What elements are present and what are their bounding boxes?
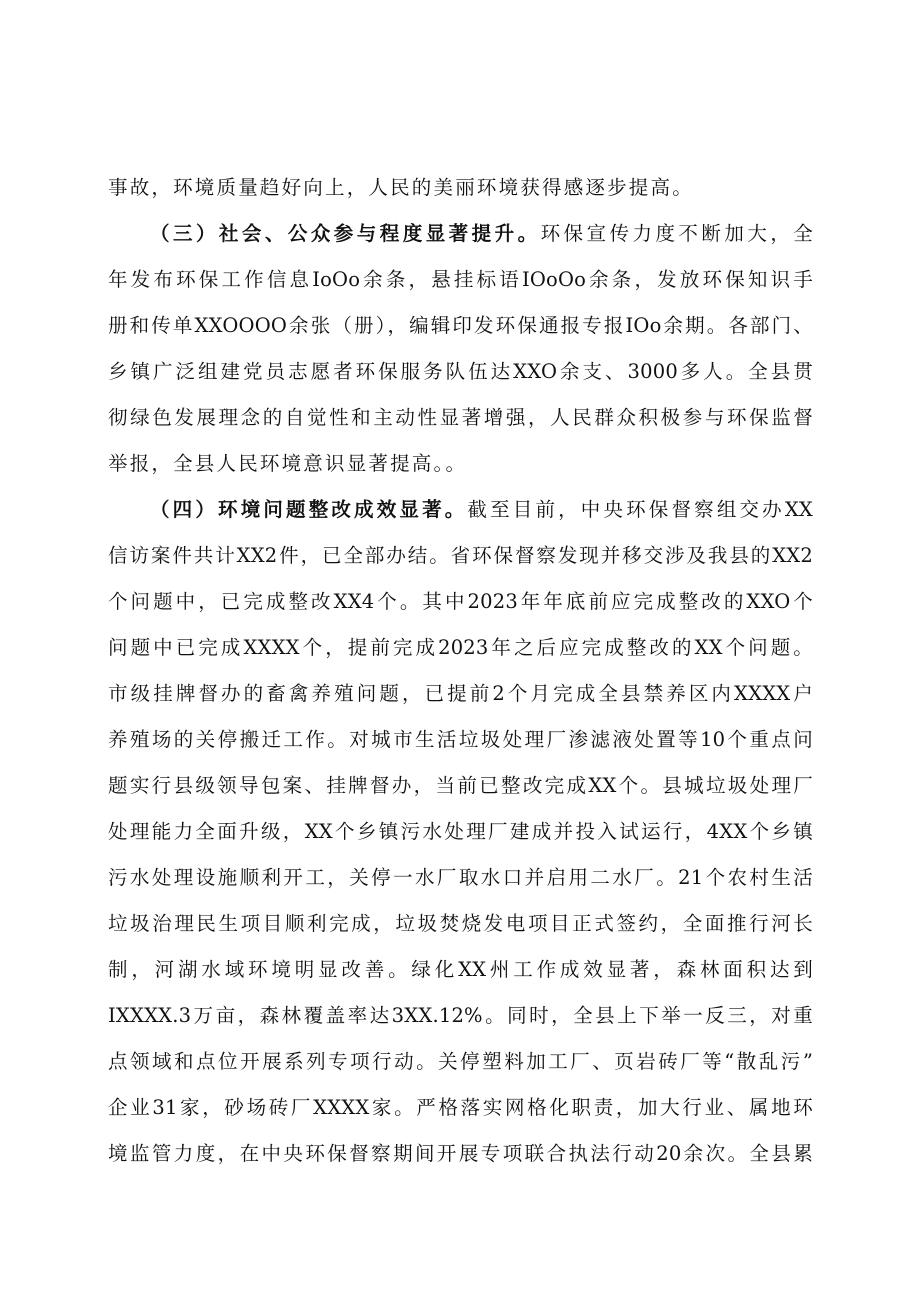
text-line: 个问题中，已完成整改XX4个。其中2023年年底前应完成整改的XXO个 <box>108 590 813 613</box>
text-line <box>150 498 813 522</box>
section-heading: （四）环境问题整改成效显著。 <box>150 498 468 521</box>
text-line: 市级挂牌督办的畜禽养殖问题，已提前2个月完成全县禁养区内XXXX户 <box>108 682 813 705</box>
text-line: 境监管力度，在中央环保督察期间开展专项联合执法行动20余次。全县累 <box>108 1142 813 1165</box>
text-line: IXXXX.3万亩，森林覆盖率达3XX.12%。同时，全县上下举一反三，对重 <box>108 1004 813 1027</box>
text-line: 事故，环境质量趋好向上，人民的美丽环境获得感逐步提高。 <box>108 176 694 199</box>
text-line <box>150 222 813 246</box>
text-line: 举报，全县人民环境意识显著提高。。 <box>108 452 468 475</box>
text-line: 垃圾治理民生项目顺利完成，垃圾焚烧发电项目正式签约，全面推行河长 <box>108 912 813 935</box>
text-line: 彻绿色发展理念的自觉性和主动性显著增强，人民群众积极参与环保监督 <box>108 406 813 429</box>
text-line: 题实行县级领导包案、挂牌督办，当前已整改完成XX个。县城垃圾处理厂 <box>108 774 813 797</box>
text-line: 养殖场的关停搬迁工作。对城市生活垃圾处理厂渗滤液处置等10个重点问 <box>108 728 813 751</box>
text-line: 乡镇广泛组建党员志愿者环保服务队伍达XXO余支、3000多人。全县贯 <box>108 360 813 383</box>
text-line: 处理能力全面升级，XX个乡镇污水处理厂建成并投入试运行，4XX个乡镇 <box>108 820 813 843</box>
text-line: 年发布环保工作信息IoOo余条，悬挂标语IOoOo余条，发放环保知识手 <box>108 268 813 291</box>
text-line: 企业31家，砂场砖厂XXXX家。严格落实网格化职责，加大行业、属地环 <box>108 1096 813 1119</box>
text-line: 点领域和点位开展系列专项行动。关停塑料加工厂、页岩砖厂等“散乱污” <box>108 1050 813 1073</box>
text-span: 环保宣传力度不断加大，全 <box>540 222 813 245</box>
text-line: 信访案件共计XX2件，已全部办结。省环保督察发现并移交涉及我县的XX2 <box>108 544 813 567</box>
text-line: 册和传单XXOOOO余张（册），编辑印发环保通报专报IOo余期。各部门、 <box>108 314 813 337</box>
text-line: 污水处理设施顺利开工，关停一水厂取水口并启用二水厂。21个农村生活 <box>108 866 813 889</box>
text-line: 制，河湖水域环境明显改善。绿化XX州工作成效显著，森林面积达到 <box>108 958 813 981</box>
text-span: 截至目前，中央环保督察组交办XX <box>467 498 813 521</box>
section-heading: （三）社会、公众参与程度显著提升。 <box>150 222 541 245</box>
text-line: 问题中已完成XXXX个，提前完成2023年之后应完成整改的XX个问题。 <box>108 636 813 659</box>
